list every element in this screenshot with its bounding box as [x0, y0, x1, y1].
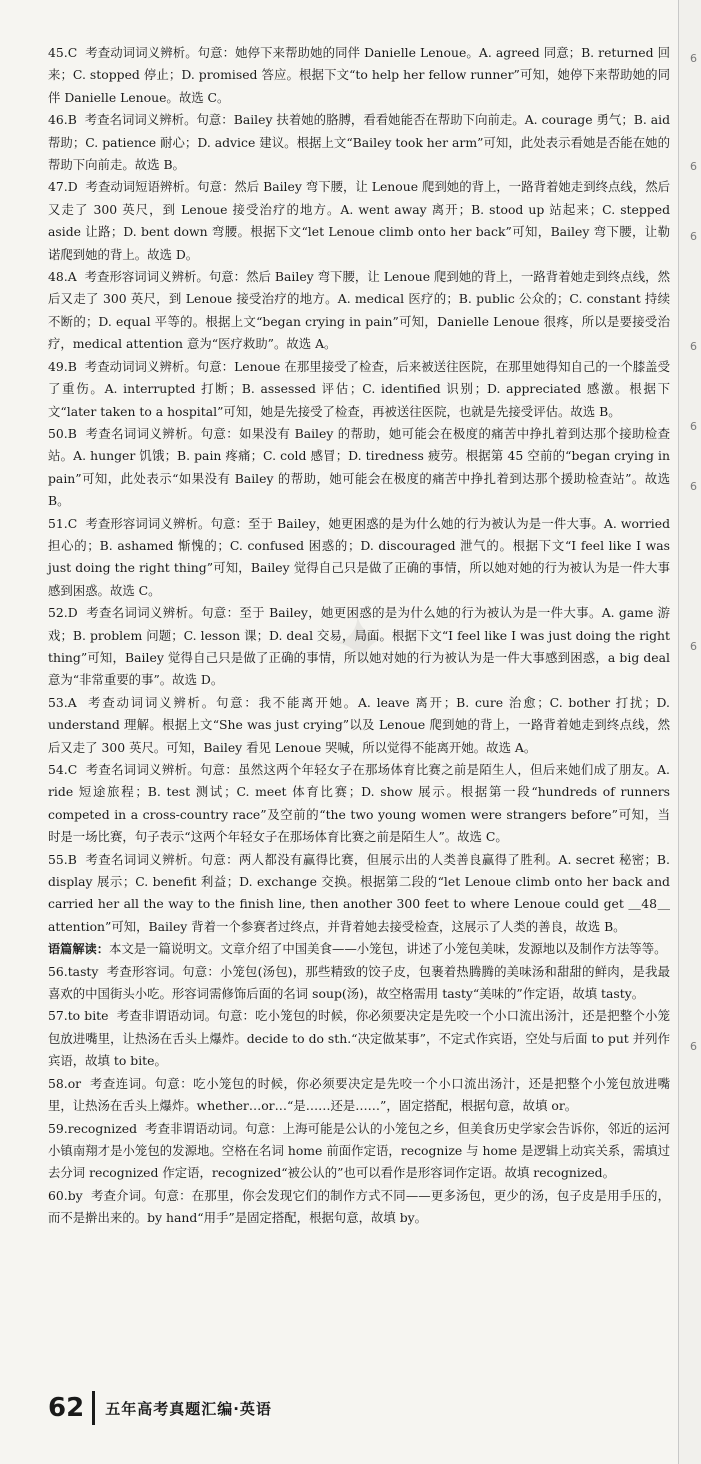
entry-55: [48, 849, 670, 939]
entry-number: 57.to bite: [48, 1008, 109, 1024]
entry-54: [48, 759, 670, 849]
edge-glyph: 6: [690, 420, 697, 433]
entry-text: 考查连词。句意：吃小笼包的时候，你必须要决定是先咬一个小口流出汤汁，还是把整个小笼包放进嘴里，让热汤在舌头上爆炸。whether…or…“是……还是……”，固定搭配，根据句意，故填 or。: [48, 1075, 670, 1114]
entry-58: [48, 1073, 670, 1118]
edge-glyph: 6: [690, 52, 697, 65]
passage-analysis: [48, 938, 670, 960]
entry-number: 55.B: [48, 851, 77, 867]
adjacent-page-edge: [678, 0, 701, 1464]
entry-57: [48, 1005, 670, 1072]
edge-glyph: 6: [690, 340, 697, 353]
book-title: 五年高考真题汇编·英语: [105, 1399, 272, 1418]
entry-text: 考查名词词义辨析。句意：虽然这两个年轻女子在那场体育比赛之前是陌生人，但后来她们成了朋友。A. ride 短途旅程；B. test 测试；C. meet 体育比赛；D. show 展示。根据第一段“hundreds of runners competed in a cross-country race”及空前的“the two young women were strangers before”可知，当时是一场比赛，句子表示“这两个年轻女子在那场体育比赛之前是陌生人”。故选 C。: [48, 762, 670, 845]
entry-48: [48, 266, 670, 356]
entry-text: 考查名词词义辨析。句意：Bailey 扶着她的胳膊，看看她能否在帮助下向前走。A. courage 勇气；B. aid 帮助；C. patience 耐心；D. advice 建议。根据上文“Bailey took her arm”可知，此处表示看她是否能在她的帮助下向前走。故选 B。: [48, 112, 670, 173]
watermark: ✦: [325, 597, 395, 687]
entry-text: 考查非谓语动词。句意：吃小笼包的时候，你必须要决定是先咬一个小口流出汤汁，还是把整个小笼包放进嘴里，让热汤在舌头上爆炸。decide to do sth.“决定做某事”，不定式作宾语，空处与后面 to put 并列作宾语，故填 to bite。: [48, 1008, 670, 1069]
edge-glyph: 6: [690, 480, 697, 493]
entry-text: 考查名词词义辨析。句意：如果没有 Bailey 的帮助，她可能会在极度的痛苦中挣扎着到达那个接助检查站。A. hunger 饥饿；B. pain 疼痛；C. cold 感冒；D. tiredness 疲劳。根据第 45 空前的“began crying in pain”可知，此处表示“如果没有 Bailey 的帮助，她可能会在极度的痛苦中挣扎着到达那个援助检查站”。故选 B。: [48, 425, 670, 509]
entry-number: 53.A: [48, 694, 77, 710]
entry-text: 考查形容词。句意：小笼包(汤包)，那些精致的饺子皮，包裹着热腾腾的美味汤和甜甜的鲜肉，是我最喜欢的中国街头小吃。形容词需修饰后面的名词 soup(汤)，故空格需用 tasty“美味的”作定语，故填 tasty。: [48, 963, 670, 1002]
entry-45: [48, 42, 670, 109]
entry-number: 50.B: [48, 425, 77, 441]
entry-text: 考查动词词义辨析。句意：她停下来帮助她的同伴 Danielle Lenoue。A. agreed 同意；B. returned 回来；C. stopped 停止；D. promised 答应。根据下文“to help her fellow runner”可知，她停下来帮助她的同伴 Danielle Lenoue。故选 C。: [48, 45, 670, 105]
answer-explanations: [48, 42, 670, 1230]
entry-number: 48.A: [48, 269, 77, 285]
entry-49: [48, 356, 670, 423]
entry-text: 考查动词词义辨析。句意：我不能离开她。A. leave 离开；B. cure 治愈；C. bother 打扰；D. understand 理解。根据上文“She was just crying”以及 Lenoue 爬到她的背上，一路背着她走到终点线，然后又走了 300 英尺。可知，Bailey 看见 Lenoue 哭喊，所以觉得不能离开她。故选 A。: [48, 694, 670, 755]
entry-number: 58.or: [48, 1075, 82, 1091]
entry-number: 60.by: [48, 1187, 83, 1203]
entry-text: 考查形容词词义辨析。句意：至于 Bailey，她更困惑的是为什么她的行为被认为是一件大事。A. worried 担心的；B. ashamed 惭愧的；C. confused 困惑的；D. discouraged 泄气的。根据下文“I feel like I was just doing the right thing”可知，Bailey 觉得自己只是做了正确的事情，所以她对她的行为被认为是一件大事感到困惑。故选 C。: [48, 515, 670, 598]
entry-text: 考查介词。句意：在那里，你会发现它们的制作方式不同——更多汤包，更少的汤，包子皮是用手压的，而不是擀出来的。by hand“用手”是固定搭配，根据句意，故填 by。: [48, 1187, 670, 1226]
entry-50: [48, 423, 670, 513]
entry-47: [48, 176, 670, 266]
entry-text: 考查形容词词义辨析。句意：然后 Bailey 弯下腰，让 Lenoue 爬到她的背上，一路背着她走到终点线，然后又走了 300 英尺，到 Lenoue 接受治疗的地方。A. medical 医疗的；B. public 公众的；C. constant 持续不断的；D. equal 平等的。根据上文“began crying in pain”可知，Danielle Lenoue 很疼，所以是要接受治疗，medical attention 意为“医疗救助”。故选 A。: [48, 269, 670, 352]
entry-59: [48, 1118, 670, 1185]
entry-56: [48, 961, 670, 1006]
entry-53: [48, 692, 670, 759]
edge-glyph: 6: [690, 160, 697, 173]
entry-number: 54.C: [48, 762, 78, 777]
entry-52: [48, 602, 670, 692]
passage-analysis-label: 语篇解读：: [48, 942, 109, 957]
entry-60: [48, 1185, 670, 1230]
page-number: 62: [48, 1391, 95, 1425]
entry-number: 46.B: [48, 112, 77, 128]
entry-46: [48, 109, 670, 176]
entry-number: 59.recognized: [48, 1120, 138, 1136]
page-footer: [48, 1388, 272, 1428]
edge-glyph: 6: [690, 640, 697, 653]
entry-number: 45.C: [48, 45, 78, 60]
entry-text: 考查名词词义辨析。句意：至于 Bailey，她更困惑的是为什么她的行为被认为是一件大事。A. game 游戏；B. problem 问题；C. lesson 课；D. deal 交易，局面。根据下文“I feel like I was just doing the right thing”可知，Bailey 觉得自己只是做了正确的事情，所以她对她的行为被认为是一件大事感到困惑，a big deal 意为“非常重要的事”。故选 D。: [48, 605, 670, 688]
entry-number: 56.tasty: [48, 963, 99, 979]
passage-analysis-text: 本文是一篇说明文。文章介绍了中国美食——小笼包，讲述了小笼包美味，发源地以及制作方法等等。: [108, 941, 667, 957]
entry-number: 49.B: [48, 358, 77, 374]
entry-text: 考查动词词义辨析。句意：Lenoue 在那里接受了检查，后来被送往医院，在那里她得知自己的一个膝盖受了重伤。A. interrupted 打断；B. assessed 评估；C. identified 识别；D. appreciated 感激。根据下文“later taken to a hospital”可知，她是先接受了检查，再被送往医院，也就是先接受评估。故选 B。: [48, 358, 670, 419]
entry-text: 考查名词词义辨析。句意：两人都没有赢得比赛，但展示出的人类善良赢得了胜利。A. secret 秘密；B. display 展示；C. benefit 利益；D. exchange 交换。根据第二段的“let Lenoue climb onto her back and carried her all the way to the finish line, then another 300 feet to where Lenoue could get ＿48＿ attention”可知，Bailey 背着一个参赛者过终点，并背着她去接受检查，这展示了人类的善良，故选 B。: [48, 851, 670, 934]
entry-number: 51.C: [48, 515, 78, 531]
entry-number: 52.D: [48, 605, 78, 621]
entry-51: [48, 513, 670, 603]
edge-glyph: 6: [690, 230, 697, 243]
entry-text: 考查非谓语动词。句意：上海可能是公认的小笼包之乡，但美食历史学家会告诉你，邻近的运河小镇南翔才是小笼包的发源地。空格在名词 home 前面作定语，recognize 与 home 是逻辑上动宾关系，需填过去分词 recognized 作定语，recognized“被公认的”也可以看作是形容词作定语。故填 recognized。: [48, 1120, 671, 1181]
edge-glyph: 6: [690, 1040, 697, 1053]
entry-number: 47.D: [48, 179, 78, 195]
entry-text: 考查动词短语辨析。句意：然后 Bailey 弯下腰，让 Lenoue 爬到她的背上，一路背着她走到终点线，然后又走了 300 英尺，到 Lenoue 接受治疗的地方。A. went away 离开；B. stood up 站起来；C. stepped aside 让路；D. bent down 弯腰。根据下文“let Lenoue climb onto her back”可知，Bailey 弯下腰，让勒诺爬到她的背上。故选 D。: [48, 179, 670, 262]
